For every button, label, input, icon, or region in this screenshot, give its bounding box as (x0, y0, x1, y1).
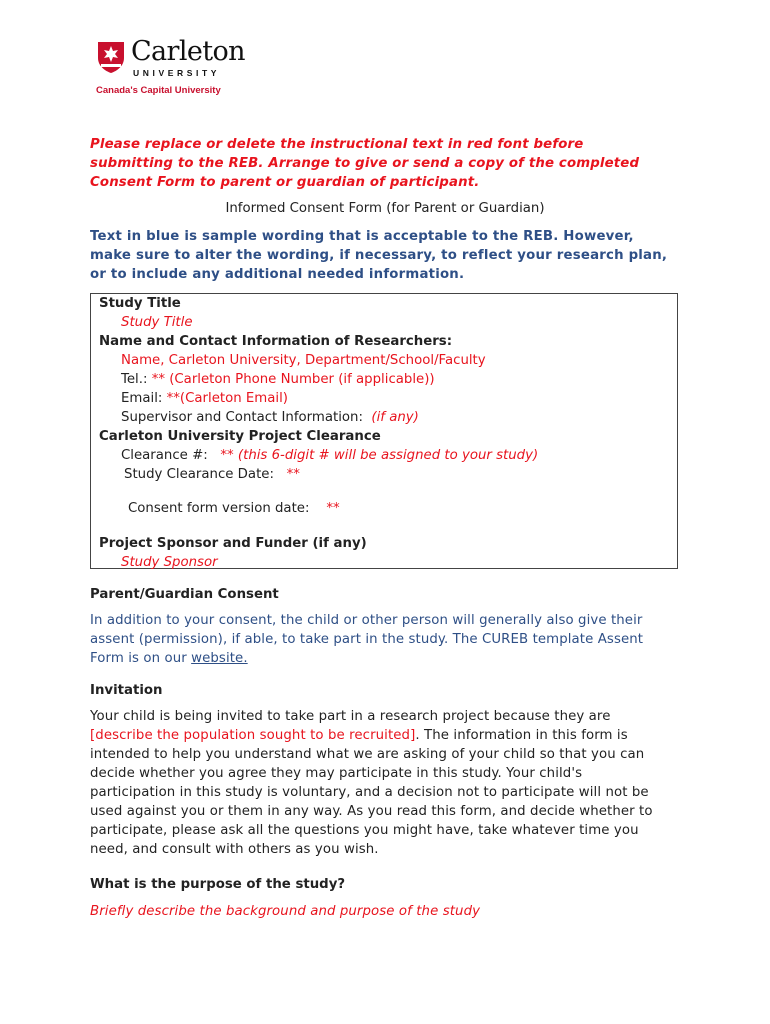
sample-wording-note: Text in blue is sample wording that is acceptable to the REB. However, make sure to alter the wording, if necessary, to reflect your research plan, or to include any additional needed information. (90, 229, 668, 282)
logo-wordmark: Carleton (131, 36, 245, 67)
researchers-contact-label: Name and Contact Information of Researchers: (99, 334, 453, 349)
version-date-value: ** (326, 501, 340, 516)
form-title: Informed Consent Form (for Parent or Guardian) (225, 201, 545, 216)
tel-value: ** (Carleton Phone Number (if applicable)) (151, 372, 435, 387)
logo-subname: UNIVERSITY (133, 68, 221, 78)
invitation-body: Your child is being invited to take part in a research project because they are [describe the population sought to be recruited]. The information in this form is intended to help you understand what we are asking of your child so that you can decide whether you agree they may participate in this study. Your child's participation in this study is voluntary, and a decision not to participate will not be used against you or them in any way. As you read this form, and decide whether to participate, please ask all the questions you might have, take whatever time you need, and consult with others as you wish. (90, 709, 653, 857)
clearance-heading: Carleton University Project Clearance (99, 429, 381, 444)
parent-consent-heading: Parent/Guardian Consent (90, 587, 279, 602)
email-value: **(Carleton Email) (166, 391, 288, 406)
version-date-row: Consent form version date: ** (128, 501, 340, 516)
supervisor-value: (if any) (371, 410, 419, 425)
purpose-body: Briefly describe the background and purpose of the study (90, 904, 481, 919)
invitation-heading: Invitation (90, 683, 163, 698)
population-placeholder: [describe the population sought to be recruited] (90, 728, 416, 743)
study-title-label: Study Title (99, 296, 181, 311)
carleton-logo (96, 38, 256, 100)
researcher-name: Name, Carleton University, Department/School/Faculty (121, 353, 486, 368)
email-row: Email: **(Carleton Email) (121, 391, 288, 406)
clearance-date-value: ** (286, 467, 300, 482)
shield-icon (96, 40, 126, 74)
sponsor-value: Study Sponsor (121, 555, 218, 570)
red-instructions: Please replace or delete the instructional text in red font before submitting to the REB. Arrange to give or send a copy of the completed Consent Form to parent or guardian of participant. (90, 137, 640, 190)
study-info-box (90, 293, 678, 569)
tel-row: Tel.: ** (Carleton Phone Number (if applicable)) (121, 372, 435, 387)
study-title-value: Study Title (121, 315, 193, 330)
clearance-row: Clearance #: ** (this 6-digit # will be assigned to your study) (121, 448, 539, 463)
website-link[interactable]: website. (191, 651, 248, 666)
clearance-date-row: Study Clearance Date: ** (124, 467, 300, 482)
parent-consent-body: In addition to your consent, the child or other person will generally also give their assent (permission), if able, to take part in the study. The CUREB template Assent Form is on our website. (90, 613, 644, 666)
clearance-value: ** (this 6-digit # will be assigned to your study) (220, 448, 539, 463)
purpose-heading: What is the purpose of the study? (90, 877, 346, 892)
supervisor-row: Supervisor and Contact Information: (if any) (121, 410, 419, 425)
sponsor-label: Project Sponsor and Funder (if any) (99, 536, 367, 551)
logo-tagline: Canada's Capital University (96, 85, 221, 96)
